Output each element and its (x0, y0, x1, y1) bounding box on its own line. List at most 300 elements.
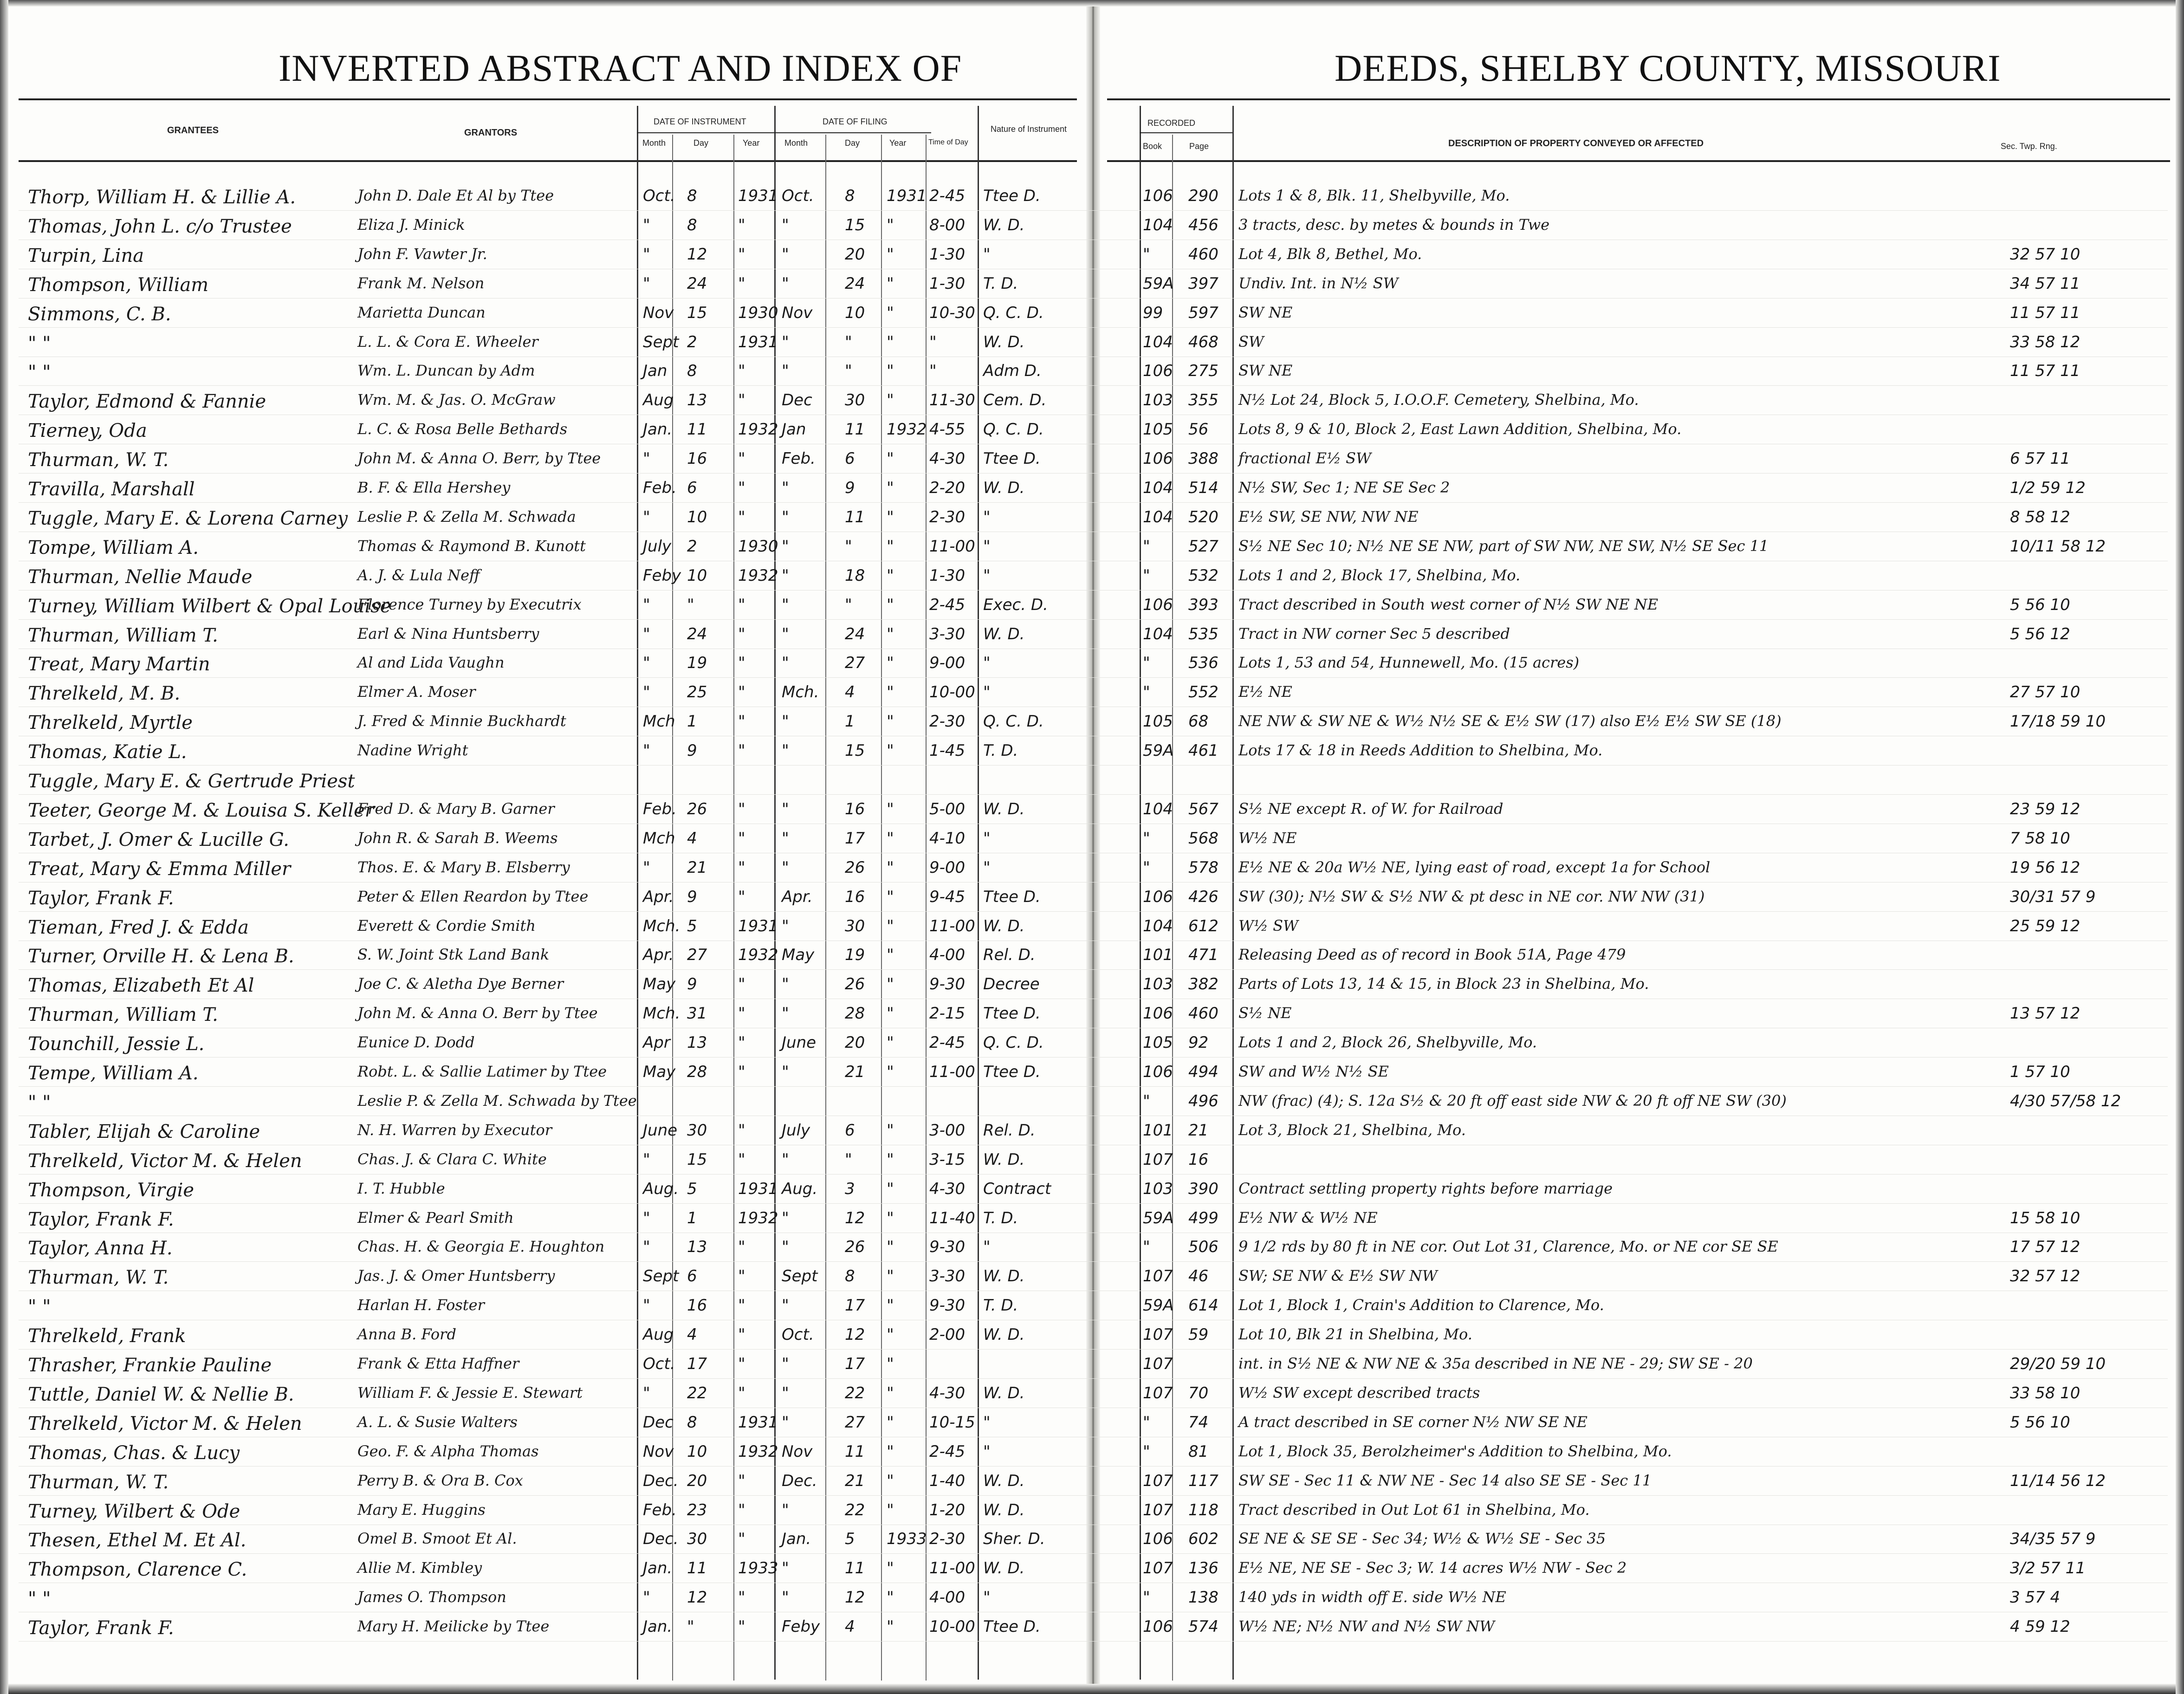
entry-filing-month: " (782, 1004, 789, 1023)
entry-sec-twp-rng: 13 57 12 (2010, 1004, 2080, 1023)
entry-time-of-day: 10-30 (929, 304, 975, 322)
row-rule (19, 1466, 2168, 1467)
entry-description: SW NE (1238, 304, 1293, 321)
entry-nature: Q. C. D. (983, 420, 1044, 439)
entry-description: fractional E½ SW (1238, 449, 1371, 467)
entry-filing-year: " (887, 1442, 894, 1461)
entry-instr-month: " (643, 625, 650, 643)
entry-nature: W. D. (983, 1472, 1025, 1490)
entry-grantee: " " (28, 362, 51, 383)
entry-sec-twp-rng: 32 57 10 (2010, 245, 2080, 264)
entry-grantor: Leslie P. & Zella M. Schwada by Ttee (357, 1092, 637, 1110)
entry-instr-month: Feby (643, 566, 681, 585)
header-date-of-instrument: DATE OF INSTRUMENT (654, 117, 746, 126)
entry-book: 105 (1143, 712, 1173, 731)
entry-grantee: Tempe, William A. (28, 1063, 199, 1084)
entry-filing-day: 11 (845, 420, 865, 439)
entry-nature: " (983, 566, 991, 585)
entry-grantor: Robt. L. & Sallie Latimer by Ttee (357, 1063, 607, 1080)
entry-description: Lots 1, 53 and 54, Hunnewell, Mo. (15 acres) (1238, 654, 1580, 671)
entry-grantee: " " (28, 1296, 51, 1318)
entry-time-of-day: 10-00 (929, 683, 975, 701)
entry-filing-day: 11 (845, 1442, 865, 1461)
entry-filing-day: 4 (845, 1617, 855, 1636)
entry-grantee: Tuttle, Daniel W. & Nellie B. (28, 1384, 294, 1405)
entry-grantor: Marietta Duncan (357, 304, 486, 321)
entry-instr-year: " (738, 596, 745, 614)
entry-nature: Ttee D. (983, 888, 1041, 906)
entry-instr-day: 6 (687, 479, 697, 497)
entry-instr-day: 20 (687, 1472, 707, 1490)
entry-grantee: Turner, Orville H. & Lena B. (28, 946, 294, 967)
entry-grantor: Wm. L. Duncan by Adm (357, 362, 535, 379)
entry-nature: " (983, 1588, 991, 1607)
entry-nature: " (983, 1238, 991, 1256)
entry-book: 106 (1143, 1004, 1173, 1023)
entry-filing-day: 12 (845, 1325, 865, 1344)
entry-book: " (1143, 566, 1150, 585)
header-grantors: GRANTORS (464, 128, 518, 138)
row-rule (19, 765, 2168, 766)
entry-filing-day: " (845, 362, 852, 380)
entry-filing-day: 20 (845, 1033, 865, 1052)
entry-grantor: Elmer A. Moser (357, 683, 476, 701)
entry-time-of-day: 4-55 (929, 420, 966, 439)
entry-filing-year: " (887, 1180, 894, 1198)
entry-instr-day: 8 (687, 216, 697, 234)
entry-instr-month: " (643, 508, 650, 526)
entry-page: 74 (1188, 1413, 1209, 1432)
entry-grantor: Chas. J. & Clara C. White (357, 1150, 547, 1168)
entry-page: 461 (1188, 741, 1218, 760)
entry-page: 506 (1188, 1238, 1218, 1256)
entry-filing-day: 27 (845, 654, 865, 672)
entry-instr-year: " (738, 1267, 745, 1285)
entry-instr-month: Mch (643, 829, 675, 848)
entry-instr-day: 1 (687, 712, 697, 731)
entry-instr-year: " (738, 975, 745, 993)
entry-grantor: Eliza J. Minick (357, 216, 465, 234)
row-rule (19, 1349, 2168, 1350)
entry-grantee: Tieman, Fred J. & Edda (28, 917, 249, 938)
entry-nature: Ttee D. (983, 1617, 1041, 1636)
entry-instr-day: 27 (687, 946, 707, 964)
entry-nature: " (983, 683, 991, 701)
entry-instr-year: " (738, 391, 745, 409)
entry-time-of-day: 1-30 (929, 274, 966, 293)
entry-grantor: Jas. J. & Omer Huntsberry (357, 1267, 555, 1285)
entry-book: 106 (1143, 888, 1173, 906)
entry-filing-year: " (887, 362, 894, 380)
entry-filing-year: " (887, 1413, 894, 1432)
entry-instr-day: 8 (687, 187, 697, 205)
entry-nature: W. D. (983, 1384, 1025, 1402)
entry-instr-year: " (738, 1033, 745, 1052)
entry-page: 136 (1188, 1559, 1218, 1577)
header-page: Page (1189, 142, 1209, 151)
entry-book: 106 (1143, 596, 1173, 614)
entry-instr-day: 13 (687, 391, 707, 409)
entry-time-of-day: 2-45 (929, 1033, 966, 1052)
entry-sec-twp-rng: 3 57 4 (2010, 1588, 2061, 1607)
entry-grantee: Taylor, Frank F. (28, 888, 174, 909)
entry-grantor: Wm. M. & Jas. O. McGraw (357, 391, 556, 409)
entry-page: 460 (1188, 1004, 1218, 1023)
entry-page: 602 (1188, 1530, 1218, 1548)
entry-filing-year: " (887, 917, 894, 935)
entry-filing-month: " (782, 1355, 789, 1373)
entry-nature: Adm D. (983, 362, 1042, 380)
entry-instr-month: " (643, 741, 650, 760)
entry-instr-year: " (738, 1296, 745, 1315)
entry-grantee: Thompson, Clarence C. (28, 1559, 247, 1580)
bottom-page-edge (0, 1684, 2184, 1694)
header-date-of-filing: DATE OF FILING (823, 117, 888, 126)
entry-instr-month: Apr (643, 1033, 670, 1052)
entry-filing-month: " (782, 1063, 789, 1081)
row-rule (19, 969, 2168, 970)
entry-instr-year: 1932 (738, 420, 778, 439)
entry-filing-day: 6 (845, 449, 855, 468)
entry-nature: " (983, 1442, 991, 1461)
entry-filing-month: " (782, 596, 789, 614)
entry-description: Lots 1 and 2, Block 17, Shelbina, Mo. (1238, 566, 1521, 584)
entry-filing-month: " (782, 362, 789, 380)
entry-grantor: Anna B. Ford (357, 1325, 456, 1343)
entry-nature: " (983, 537, 991, 556)
entry-book: " (1143, 1238, 1150, 1256)
entry-time-of-day: 2-15 (929, 1004, 966, 1023)
row-rule (19, 677, 2168, 678)
entry-instr-day: 4 (687, 829, 697, 848)
entry-book: 107 (1143, 1267, 1173, 1285)
entry-instr-year: " (738, 829, 745, 848)
entry-page: 21 (1188, 1121, 1209, 1140)
entry-filing-month: Nov (782, 304, 813, 322)
entry-instr-day: 2 (687, 333, 697, 351)
entry-instr-day: 31 (687, 1004, 707, 1023)
entry-instr-month: Feb. (643, 479, 677, 497)
entry-page: 574 (1188, 1617, 1218, 1636)
entry-grantee: Thomas, Katie L. (28, 741, 187, 763)
entry-book: 107 (1143, 1472, 1173, 1490)
entry-sec-twp-rng: 11 57 11 (2010, 362, 2080, 380)
entry-instr-month: " (643, 596, 650, 614)
entry-page: 494 (1188, 1063, 1218, 1081)
entry-page: 578 (1188, 858, 1218, 877)
entry-instr-year: 1931 (738, 1413, 778, 1432)
row-rule (19, 882, 2168, 883)
entry-grantee: Threlkeld, Victor M. & Helen (28, 1150, 302, 1172)
entry-instr-year: " (738, 888, 745, 906)
entry-description: 9 1/2 rds by 80 ft in NE cor. Out Lot 31, Clarence, Mo. or NE cor SE SE (1238, 1238, 1778, 1255)
entry-time-of-day: 4-30 (929, 1384, 966, 1402)
entry-nature: W. D. (983, 800, 1025, 818)
entry-grantor: L. L. & Cora E. Wheeler (357, 333, 538, 350)
entry-sec-twp-rng: 1 57 10 (2010, 1063, 2070, 1081)
entry-instr-month: Sept (643, 1267, 679, 1285)
entry-instr-day: 30 (687, 1121, 707, 1140)
entry-page: 46 (1188, 1267, 1209, 1285)
entry-time-of-day: 9-45 (929, 888, 966, 906)
entry-book: 59A (1143, 274, 1174, 293)
entry-description: Lot 3, Block 21, Shelbina, Mo. (1238, 1121, 1466, 1139)
entry-book: 107 (1143, 1325, 1173, 1344)
entry-filing-day: 11 (845, 1559, 865, 1577)
entry-page: 536 (1188, 654, 1218, 672)
entry-page: 597 (1188, 304, 1218, 322)
entry-filing-month: Oct. (782, 187, 814, 205)
entry-time-of-day: 1-30 (929, 245, 966, 264)
entry-instr-day: 11 (687, 1559, 707, 1577)
entry-description: SE NE & SE SE - Sec 34; W½ & W½ SE - Sec 35 (1238, 1530, 1606, 1547)
row-rule (19, 1641, 2168, 1642)
entry-page: 460 (1188, 245, 1218, 264)
entry-nature: W. D. (983, 917, 1025, 935)
entry-filing-day: 17 (845, 1296, 865, 1315)
entry-instr-month: Nov (643, 1442, 674, 1461)
entry-grantor: Geo. F. & Alpha Thomas (357, 1442, 539, 1460)
entry-instr-day: 8 (687, 362, 697, 380)
entry-grantee: Taylor, Edmond & Fannie (28, 391, 266, 412)
entry-instr-month: " (643, 1384, 650, 1402)
entry-description: W½ SW (1238, 917, 1298, 935)
entry-page: 532 (1188, 566, 1218, 585)
entry-grantor: Joe C. & Aletha Dye Berner (357, 975, 564, 993)
entry-time-of-day: 11-00 (929, 1559, 975, 1577)
date-subheader-rule (637, 132, 931, 133)
row-rule (19, 502, 2168, 503)
entry-time-of-day: 9-30 (929, 975, 966, 993)
entry-description: 3 tracts, desc. by metes & bounds in Twe (1238, 216, 1550, 234)
row-rule (19, 619, 2168, 620)
entry-filing-month: Apr. (782, 888, 813, 906)
entry-description: SW (30); N½ SW & S½ NW & pt desc in NE cor. NW NW (31) (1238, 888, 1705, 905)
entry-grantor: John D. Dale Et Al by Ttee (357, 187, 554, 204)
entry-instr-month: " (643, 1588, 650, 1607)
entry-book: 106 (1143, 362, 1173, 380)
entry-filing-day: 26 (845, 858, 865, 877)
entry-time-of-day: 8-00 (929, 216, 966, 234)
entry-instr-year: " (738, 479, 745, 497)
entry-time-of-day: 4-30 (929, 449, 966, 468)
entry-book: 59A (1143, 1209, 1174, 1227)
entry-filing-month: Jan (782, 420, 806, 439)
entry-instr-month: Feb. (643, 1501, 677, 1519)
entry-filing-month: Sept (782, 1267, 818, 1285)
entry-filing-day: 20 (845, 245, 865, 264)
entry-description: W½ SW except described tracts (1238, 1384, 1480, 1402)
entry-filing-month: Nov (782, 1442, 813, 1461)
entry-instr-day: 13 (687, 1238, 707, 1256)
entry-book: 107 (1143, 1501, 1173, 1519)
entry-sec-twp-rng: 4/30 57/58 12 (2010, 1092, 2121, 1110)
entry-description: SW NE (1238, 362, 1293, 379)
entry-description: A tract described in SE corner N½ NW SE NE (1238, 1413, 1588, 1431)
entry-instr-month: " (643, 1209, 650, 1227)
entry-page: 138 (1188, 1588, 1218, 1607)
entry-description: E½ NW & W½ NE (1238, 1209, 1378, 1227)
entry-instr-month: Mch (643, 712, 675, 731)
entry-time-of-day: 2-30 (929, 508, 966, 526)
row-rule (19, 1203, 2168, 1204)
entry-instr-year: " (738, 362, 745, 380)
row-rule (19, 1495, 2168, 1496)
entry-grantor: Everett & Cordie Smith (357, 917, 536, 935)
entry-book: 106 (1143, 1617, 1173, 1636)
entry-instr-month: " (643, 274, 650, 293)
entry-nature: Cem. D. (983, 391, 1047, 409)
entry-filing-month: " (782, 333, 789, 351)
entry-book: 103 (1143, 391, 1173, 409)
col-rule-time (926, 135, 927, 1681)
entry-time-of-day: 3-00 (929, 1121, 966, 1140)
entry-instr-day: 5 (687, 1180, 697, 1198)
entry-filing-year: " (887, 741, 894, 760)
entry-grantee: Thomas, John L. c/o Trustee (28, 216, 292, 237)
entry-filing-year: " (887, 1063, 894, 1081)
entry-page: 614 (1188, 1296, 1218, 1315)
entry-grantor: Elmer & Pearl Smith (357, 1209, 514, 1227)
entry-grantor: Al and Lida Vaughn (357, 654, 505, 671)
entry-filing-year: " (887, 1355, 894, 1373)
entry-filing-year: " (887, 858, 894, 877)
entry-instr-month: " (643, 245, 650, 264)
entry-filing-month: Dec. (782, 1472, 817, 1490)
entry-description: SW SE - Sec 11 & NW NE - Sec 14 also SE SE - Sec 11 (1238, 1472, 1652, 1489)
col-rule-filing-day (825, 135, 826, 1681)
entry-page: 397 (1188, 274, 1218, 293)
entry-time-of-day: 2-30 (929, 712, 966, 731)
entry-instr-month: Mch. (643, 1004, 680, 1023)
entry-sec-twp-rng: 17 57 12 (2010, 1238, 2080, 1256)
entry-instr-year: 1932 (738, 566, 778, 585)
entry-instr-year: " (738, 654, 745, 672)
entry-filing-day: 6 (845, 1121, 855, 1140)
entry-grantee: Treat, Mary Martin (28, 654, 210, 675)
entry-filing-day: 24 (845, 625, 865, 643)
entry-nature: Q. C. D. (983, 304, 1044, 322)
entry-sec-twp-rng: 34 57 11 (2010, 274, 2080, 293)
entry-instr-month: " (643, 858, 650, 877)
row-rule (19, 1553, 2168, 1554)
entry-time-of-day: 4-30 (929, 1180, 966, 1198)
entry-grantor: Perry B. & Ora B. Cox (357, 1472, 523, 1489)
entry-book: 103 (1143, 1180, 1173, 1198)
entry-instr-year: " (738, 274, 745, 293)
entry-nature: Decree (983, 975, 1040, 993)
entry-instr-year: " (738, 1588, 745, 1607)
entry-book: " (1143, 1413, 1150, 1432)
entry-instr-day: 30 (687, 1530, 707, 1548)
entry-filing-year: " (887, 274, 894, 293)
entry-sec-twp-rng: 1/2 59 12 (2010, 479, 2086, 497)
header-time-of-day: Time of Day (928, 138, 968, 146)
entry-instr-year: " (738, 683, 745, 701)
entry-filing-month: " (782, 741, 789, 760)
entry-grantee: Thomas, Chas. & Lucy (28, 1442, 240, 1464)
entry-description: Tract described in Out Lot 61 in Shelbina, Mo. (1238, 1501, 1590, 1519)
entry-instr-month: Dec (643, 1413, 674, 1432)
entry-description: Tract described in South west corner of N½ SW NE NE (1238, 596, 1659, 613)
entry-filing-month: " (782, 537, 789, 556)
entry-description: NE NW & SW NE & W½ N½ SE & E½ SW (17) also E½ E½ SW SE (18) (1238, 712, 1782, 730)
entry-sec-twp-rng: 34/35 57 9 (2010, 1530, 2096, 1548)
entry-filing-month: " (782, 1150, 789, 1169)
entry-grantor: Chas. H. & Georgia E. Houghton (357, 1238, 605, 1255)
entry-filing-year: " (887, 1209, 894, 1227)
entry-nature: Sher. D. (983, 1530, 1045, 1548)
entry-filing-day: " (845, 596, 852, 614)
entry-filing-day: " (845, 333, 852, 351)
entry-description: Tract in NW corner Sec 5 described (1238, 625, 1510, 643)
entry-filing-year: " (887, 1325, 894, 1344)
entry-filing-month: " (782, 1559, 789, 1577)
entry-instr-year: 1931 (738, 333, 778, 351)
entry-nature: W. D. (983, 1559, 1025, 1577)
entry-sec-twp-rng: 7 58 10 (2010, 829, 2070, 848)
header-filing-month: Month (784, 138, 808, 148)
entry-grantor: Thos. E. & Mary B. Elsberry (357, 858, 570, 876)
entry-time-of-day: 5-00 (929, 800, 966, 818)
entry-instr-day: 15 (687, 304, 707, 322)
entry-filing-month: " (782, 1501, 789, 1519)
entry-grantee: Turney, William Wilbert & Opal Louise (28, 596, 391, 617)
left-page-edge (0, 0, 8, 1694)
entry-filing-day: 9 (845, 479, 855, 497)
entry-grantee: Thurman, W. T. (28, 449, 169, 471)
entry-instr-month: Jan. (643, 1559, 673, 1577)
entry-grantor: I. T. Hubble (357, 1180, 445, 1197)
entry-filing-month: " (782, 712, 789, 731)
entry-description: S½ NE Sec 10; N½ NE SE NW, part of SW NW, NE SW, N½ SE Sec 11 (1238, 537, 1769, 555)
entry-time-of-day: 4-00 (929, 1588, 966, 1607)
entry-filing-month: " (782, 1238, 789, 1256)
entry-grantee: Tuggle, Mary E. & Lorena Carney (28, 508, 348, 529)
entry-time-of-day: 3-30 (929, 625, 966, 643)
entry-filing-day: 17 (845, 829, 865, 848)
entry-page: 527 (1188, 537, 1218, 556)
entry-grantor: Fred D. & Mary B. Garner (357, 800, 555, 818)
entry-sec-twp-rng: 4 59 12 (2010, 1617, 2070, 1636)
entry-grantee: Thesen, Ethel M. Et Al. (28, 1530, 246, 1551)
entry-instr-month: Aug (643, 1325, 674, 1344)
right-page-edge (2176, 0, 2184, 1694)
entry-nature: T. D. (983, 1296, 1018, 1315)
entry-grantee: Tarbet, J. Omer & Lucille G. (28, 829, 289, 850)
entry-instr-month: Apr. (643, 946, 674, 964)
entry-instr-year: " (738, 245, 745, 264)
entry-time-of-day: 10-15 (929, 1413, 975, 1432)
entry-grantor: Harlan H. Foster (357, 1296, 485, 1314)
entry-instr-month: " (643, 1150, 650, 1169)
entry-description: Undiv. Int. in N½ SW (1238, 274, 1399, 292)
entry-grantor: Florence Turney by Executrix (357, 596, 582, 613)
entry-instr-month: May (643, 1063, 676, 1081)
header-top-rule-right (1107, 98, 2170, 100)
entry-grantee: Tabler, Elijah & Caroline (28, 1121, 260, 1142)
row-rule (19, 1261, 2168, 1262)
entry-instr-month: Aug. (643, 1180, 679, 1198)
entry-filing-month: " (782, 800, 789, 818)
entry-grantor: Omel B. Smoot Et Al. (357, 1530, 517, 1547)
entry-filing-day: 8 (845, 1267, 855, 1285)
entry-instr-year: 1932 (738, 946, 778, 964)
entry-filing-day: 22 (845, 1384, 865, 1402)
entry-time-of-day: 9-00 (929, 858, 966, 877)
entry-grantee: Tuggle, Mary E. & Gertrude Priest (28, 771, 355, 792)
entry-filing-year: " (887, 391, 894, 409)
